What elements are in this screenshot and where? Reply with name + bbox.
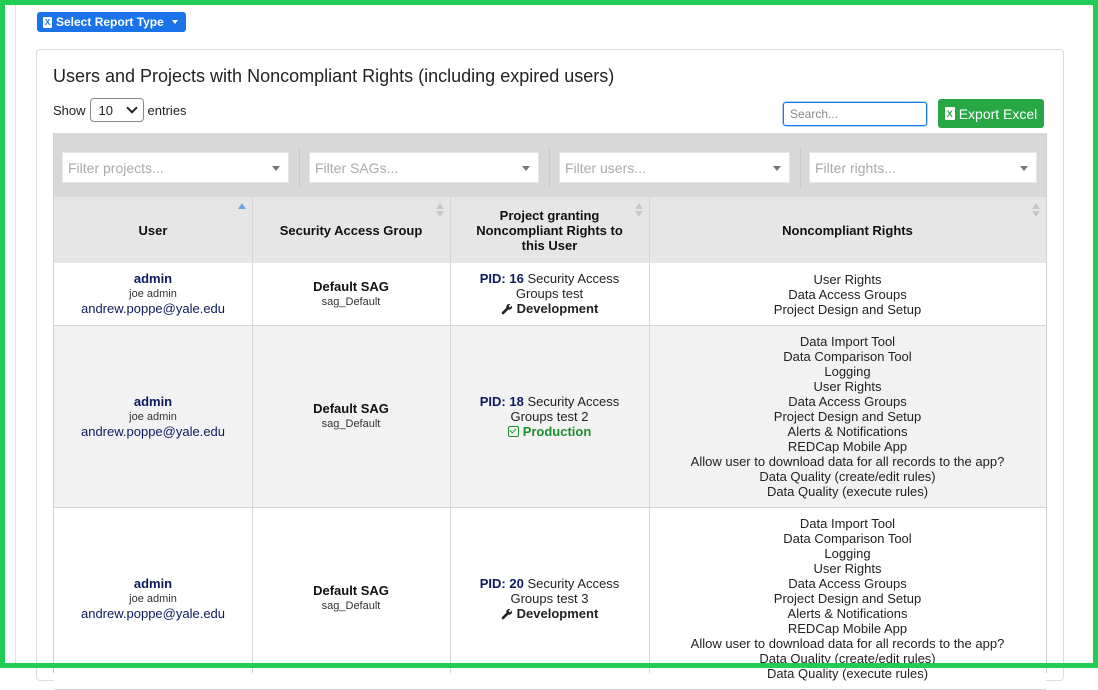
project-name: Security Access Groups test 2	[510, 393, 620, 424]
column-header-sag-label: Security Access Group	[279, 222, 423, 238]
right-item: Project Design and Setup	[773, 301, 922, 317]
right-item: Data Access Groups	[788, 576, 907, 591]
cell-rights	[649, 263, 1046, 325]
right-item: Logging	[824, 364, 871, 379]
cell-user	[54, 326, 252, 507]
filter-divider	[549, 147, 550, 187]
wrench-icon	[501, 303, 513, 315]
table-row	[54, 263, 1046, 326]
sag-name: Default SAG	[313, 583, 389, 598]
filter-sags-select[interactable]	[309, 152, 539, 183]
page-title: Users and Projects with Noncompliant Rights (including expired users)	[53, 66, 615, 86]
project-link[interactable]	[465, 576, 635, 606]
sag-id: sag_Default	[321, 295, 381, 308]
cell-project	[450, 508, 649, 689]
table-row	[54, 326, 1046, 508]
column-header-sag[interactable]	[252, 197, 450, 263]
sort-icon	[1032, 203, 1040, 217]
cell-project	[450, 263, 649, 325]
noncompliant-rights-table	[53, 133, 1047, 681]
right-item: Data Comparison Tool	[783, 531, 912, 546]
sort-icon	[635, 203, 643, 217]
project-status-label: Development	[516, 301, 599, 316]
column-header-rights[interactable]	[649, 197, 1046, 263]
cell-sag	[252, 508, 450, 689]
user-email[interactable]: andrew.poppe@yale.edu	[80, 423, 226, 439]
filter-sags-placeholder: Filter SAGs...	[315, 159, 399, 176]
check-square-icon	[508, 426, 519, 437]
user-fullname: joe admin	[129, 410, 177, 423]
right-item: Data Access Groups	[788, 286, 907, 302]
filter-rights-placeholder: Filter rights...	[815, 159, 896, 176]
sort-icon	[436, 203, 444, 217]
table-row	[54, 508, 1046, 690]
dropdown-arrow-icon	[1020, 166, 1028, 171]
select-report-type-label: Select Report Type	[56, 15, 164, 29]
left-edge-panel	[5, 5, 16, 668]
right-item: Project Design and Setup	[773, 591, 922, 606]
column-divider	[252, 197, 253, 673]
sag-name: Default SAG	[313, 278, 389, 294]
right-item: Data Quality (create/edit rules)	[759, 469, 936, 484]
wrench-icon	[501, 608, 513, 620]
filter-projects-select[interactable]	[62, 152, 289, 183]
project-status	[508, 424, 592, 440]
right-item: Alerts & Notifications	[787, 424, 908, 439]
cell-user	[54, 508, 252, 689]
right-item: Data Import Tool	[799, 516, 896, 531]
user-fullname: joe admin	[129, 288, 177, 300]
filter-bar	[54, 133, 1046, 197]
user-email[interactable]: andrew.poppe@yale.edu	[80, 605, 226, 621]
column-header-user-label: User	[138, 222, 168, 238]
chevron-down-icon	[126, 102, 137, 113]
cell-sag	[252, 326, 450, 507]
excel-file-icon: X	[946, 108, 953, 119]
show-label: Show	[53, 102, 86, 118]
dropdown-arrow-icon	[773, 166, 781, 171]
filter-divider	[800, 147, 801, 187]
dropdown-arrow-icon	[522, 166, 530, 171]
project-name: Security Access Groups test	[515, 271, 620, 301]
export-excel-label: Export Excel	[958, 105, 1038, 122]
column-header-rights-label: Noncompliant Rights	[782, 222, 913, 238]
filter-projects-placeholder: Filter projects...	[68, 159, 164, 176]
right-item: Allow user to download data for all records to the app?	[690, 636, 1005, 651]
right-item: Alerts & Notifications	[787, 606, 908, 621]
filter-rights-select[interactable]	[809, 152, 1037, 183]
cell-rights	[649, 326, 1046, 507]
project-pid: PID: 20	[479, 575, 524, 591]
right-item: User Rights	[813, 271, 882, 287]
right-item: Data Access Groups	[788, 394, 907, 409]
project-status-label: Production	[522, 423, 592, 439]
project-name: Security Access Groups test 3	[510, 575, 620, 606]
entries-select[interactable]	[90, 98, 144, 122]
project-link[interactable]	[465, 271, 635, 301]
cell-rights	[649, 508, 1046, 689]
project-status-label: Development	[516, 605, 599, 621]
right-item: REDCap Mobile App	[787, 439, 908, 454]
right-item: Data Quality (create/edit rules)	[759, 651, 936, 666]
entries-length-control	[53, 98, 187, 122]
sort-ascending-icon	[238, 203, 246, 217]
right-item: REDCap Mobile App	[787, 621, 908, 636]
column-divider	[649, 197, 650, 673]
user-email[interactable]: andrew.poppe@yale.edu	[80, 301, 226, 316]
search-placeholder: Search...	[790, 107, 839, 121]
excel-file-icon: X	[44, 17, 51, 27]
project-pid: PID: 18	[479, 393, 524, 409]
project-status	[501, 606, 599, 622]
dropdown-arrow-icon	[272, 166, 280, 171]
cell-project	[450, 326, 649, 507]
select-report-type-button[interactable]	[37, 12, 186, 32]
sag-id: sag_Default	[321, 600, 381, 612]
right-item: Data Quality (execute rules)	[766, 484, 929, 499]
user-fullname: joe admin	[129, 592, 177, 605]
user-username[interactable]: admin	[133, 575, 173, 591]
right-item: Data Quality (execute rules)	[766, 666, 929, 681]
table-header	[54, 197, 1046, 264]
filter-users-placeholder: Filter users...	[565, 159, 646, 176]
user-username[interactable]: admin	[133, 393, 173, 409]
cell-sag	[252, 263, 450, 325]
right-item: Project Design and Setup	[773, 409, 922, 424]
entries-label: entries	[147, 102, 187, 118]
column-header-user[interactable]	[54, 197, 252, 263]
cell-user	[54, 263, 252, 325]
caret-down-icon	[172, 20, 178, 24]
filter-users-select[interactable]	[559, 152, 790, 183]
user-username[interactable]: admin	[133, 271, 173, 286]
right-item: Logging	[824, 546, 871, 561]
filter-divider	[299, 147, 300, 187]
right-item: Data Comparison Tool	[783, 349, 912, 364]
column-divider	[450, 197, 451, 673]
column-header-project-label: Project granting Noncompliant Rights to this User	[476, 207, 623, 253]
right-item: Data Import Tool	[799, 334, 896, 349]
entries-select-value: 10	[98, 102, 113, 118]
right-item: User Rights	[813, 561, 882, 576]
sag-name: Default SAG	[313, 401, 389, 416]
right-item: User Rights	[813, 379, 882, 394]
search-input[interactable]	[783, 102, 927, 126]
project-pid: PID: 16	[479, 271, 524, 286]
right-item: Allow user to download data for all records to the app?	[690, 454, 1005, 469]
project-status	[501, 301, 599, 317]
sag-id: sag_Default	[321, 418, 381, 430]
column-header-project[interactable]	[450, 197, 649, 263]
export-excel-button[interactable]	[938, 99, 1044, 128]
project-link[interactable]	[465, 394, 635, 424]
